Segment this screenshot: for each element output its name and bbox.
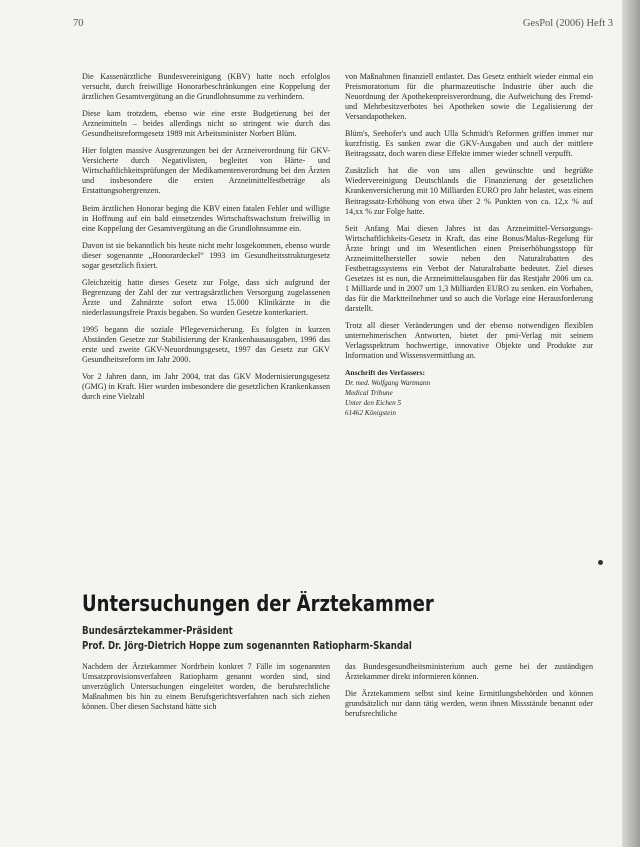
article-subtitle: Bundesärztekammer-Präsident — [82, 625, 233, 637]
end-of-article-marker — [598, 560, 603, 565]
paragraph: 1995 begann die soziale Pflegeversicherung. Es folgten in kurzen Abständen Gesetze zur Stabilisierung der Krankenhausausgaben, 1996 das erste und zweite GKV-Neuordnungsgesetz, 1997 das Gesetz zur GKV Gesundheitsreform im Jahr 2000. — [82, 324, 330, 365]
article2-left-column — [82, 662, 330, 719]
article2-right-column — [345, 662, 593, 726]
paragraph: Hier folgten massive Ausgrenzungen bei der Arzneiverordnung für GKV-Versicherte durch Negativlisten, begleitet von Härte- und Wirtschaftlichkeitsprüfungen der Medikamentenverordnung bei den Ärzten und insbesondere die ersten Arzneimittelfestbeträge als Erstattungsobergrenzen. — [82, 146, 330, 196]
author-address — [345, 368, 593, 418]
paragraph: Die Kassenärztliche Bundesvereinigung (KBV) hatte noch erfolglos versucht, durch freiwillige Honorarbeschränkungen eine Koppelung der ärztlichen Gesamtvergütung an die Grundlohnsumme zu verhindern. — [82, 72, 330, 102]
paragraph: Diese kam trotzdem, ebenso wie eine erste Budgetierung bei der Arzneimitteln – beides allerdings nicht so stringent wie durch das Gesundheitsreformgesetz 1989 mit Arbeitsminister Norbert Blüm. — [82, 109, 330, 139]
paragraph: das Bundesgesundheitsministerium auch gerne bei der zuständigen Ärztekammer direkt informieren können. — [345, 662, 593, 682]
page-number: 70 — [73, 18, 84, 29]
journal-name: GesPol (2006) Heft 3 — [522, 18, 613, 29]
article-left-column — [82, 72, 330, 409]
address-line: 61462 Königstein — [345, 409, 396, 418]
address-line: Medical Tribune — [345, 389, 393, 398]
paragraph: Gleichzeitig hatte dieses Gesetz zur Folge, dass sich aufgrund der Begrenzung der Zahl der zur vertragsärztlichen Versorgung zugelassenen Ärzte und Zahnärzte sofort etwa 15.000 Klinikärzte in die niederlassungsfreie Praxis begaben. So wurden Gesetze konterkariert. — [82, 277, 330, 317]
paragraph: Die Ärztekammern selbst sind keine Ermittlungsbehörden und können grundsätzlich nur dann tätig werden, wenn ihnen Missstände benannt oder berufsrechtliche — [345, 689, 593, 719]
page-header — [73, 18, 613, 32]
paragraph: von Maßnahmen finanziell entlastet. Das Gesetz enthielt wieder einmal ein Preismoratorium für die pharmazeutische Industrie über auch die Neuordnung der Apothekenpreisverordnung, die Aufweichung des Fremd- und Mehrbesitzverbotes bei Apotheken sowie die Legalisierung der Versandapotheken. — [345, 72, 593, 122]
paragraph: Davon ist sie bekanntlich bis heute nicht mehr losgekommen, ebenso wurde dieser sogenannte „Honorardeckel“ 1993 im Gesundheitsstrukturgesetz sogar gesetzlich fixiert. — [82, 240, 330, 270]
address-label: Anschrift des Verfassers: — [345, 368, 425, 378]
paragraph: Trotz all dieser Veränderungen und der ebenso notwendigen flexiblen unternehmerischen Antworten, bietet der pmi-Verlag mit seinem Verlagsspektrum hochwertige, innovative Objekte und Produkte zur Information und Wissensvermittlung an. — [345, 321, 593, 361]
paragraph: Vor 2 Jahren dann, im Jahr 2004, trat das GKV Modernisierungsgesetz (GMG) in Kraft. Hier wurden insbesondere die gesetzlichen Krankenkassen durch eine Vielzahl — [82, 372, 330, 402]
article-right-column — [345, 72, 593, 418]
article-headline: Untersuchungen der Ärztekammer — [82, 592, 434, 617]
paragraph: Nachdem der Ärztekammer Nordrhein konkret 7 Fälle im sogenannten Umsatzprovisionsverfahren Ratiopharm genannt worden sind, sind unverzüglich Untersuchungen eingeleitet worden, die berufsrechtliche Maßnahmen bis hin zu einem Berufsgerichtsverfahren nach sich ziehen können. Über diesen Sachstand hätte sich — [82, 662, 330, 712]
paragraph: Zusätzlich hat die von uns allen gewünschte und begrüßte Wiedervereinigung Deutschlands die Finanzierung der gesetzlichen Krankenversicherung mit 10 Milliarden EURO pro Jahr belastet, was einem Beitragssatz-Erhöhung von etwa über 2 % Punkten von ca. 12,x % auf 14,xx % zur Folge hatte. — [345, 166, 593, 216]
paragraph: Blüm's, Seehofer's und auch Ulla Schmidt's Reformen griffen immer nur kurzfristig. Es sanken zwar die GKV-Ausgaben und auch der mittlere Beitragssatz, doch waren diese Effekte immer wieder schnell verpufft. — [345, 129, 593, 159]
article-subtitle: Prof. Dr. Jörg-Dietrich Hoppe zum sogenannten Ratiopharm-Skandal — [82, 640, 412, 652]
page-edge-shadow — [622, 0, 640, 847]
paragraph: Seit Anfang Mai diesen Jahres ist das Arzneimittel-Versorgungs-Wirtschaftlichkeits-Gesetz in Kraft, das eine Bonus/Malus-Regelung für Ärzte bringt und im Wesentlichen einen Preiserhöhungsstopp für Arzneimittelhersteller sowie neben den Naturalrabatten des Festbetragssystems ein Verbot der Naturalrabatte bedeutet. Ziel dieses Gesetzes ist es nun, die Arzneimittelausgaben für das Restjahr 2006 um ca. 1 Milliarde und in 2007 um 1,3 Milliarden EURO zu senken. ein Vorhaben, das für die Marktteilnehmer und so auch die Vorlage eine Herausforderung darstellt. — [345, 223, 593, 313]
address-line: Unter den Eichen 5 — [345, 399, 402, 408]
address-line: Dr. med. Wolfgang Wartmann — [345, 379, 431, 388]
paragraph: Beim ärztlichen Honorar beging die KBV einen fatalen Fehler und willigte in Hoffnung auf ein bald einsetzendes Wirtschaftswachstum freiwillig in eine Koppelung der Gesamtvergütung an die Grundlohnsumme ein. — [82, 203, 330, 233]
